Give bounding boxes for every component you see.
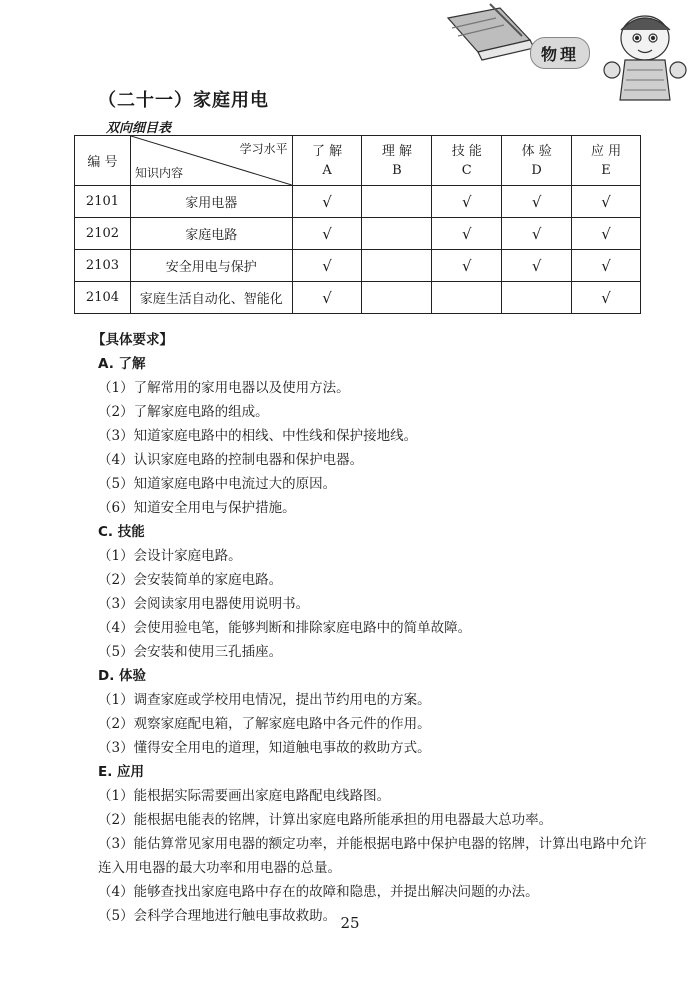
requirement-item: （1）了解常用的家用电器以及使用方法。 bbox=[98, 380, 350, 396]
requirement-item: （5）知道家庭电路中电流过大的原因。 bbox=[98, 476, 337, 492]
col-header-level-e: 应 用 E bbox=[572, 136, 641, 186]
requirement-item: （3）知道家庭电路中的相线、中性线和保护接地线。 bbox=[98, 428, 418, 444]
requirement-item: （3）懂得安全用电的道理，知道触电事故的救助方式。 bbox=[98, 740, 431, 756]
check-mark bbox=[362, 282, 432, 314]
requirement-item: （3）能估算常见家用电器的额定功率，并能根据电路中保护电器的铭牌，计算出电路中允许连入用电器的最大功率和用电器的总量。 bbox=[98, 836, 647, 876]
check-mark bbox=[362, 186, 432, 218]
requirement-item: （4）能够查找出家庭电路中存在的故障和隐患，并提出解决问题的办法。 bbox=[98, 884, 539, 900]
requirement-item: （5）会安装和使用三孔插座。 bbox=[98, 644, 283, 660]
requirement-item: （3）会阅读家用电器使用说明书。 bbox=[98, 596, 310, 612]
row-id: 2103 bbox=[75, 250, 131, 282]
check-mark bbox=[362, 250, 432, 282]
check-mark: √ bbox=[572, 282, 641, 314]
requirements-heading: 【具体要求】 bbox=[92, 332, 173, 348]
mascot-illustration bbox=[604, 16, 686, 100]
requirement-item: （2）观察家庭配电箱，了解家庭电路中各元件的作用。 bbox=[98, 716, 431, 732]
requirement-item: （4）认识家庭电路的控制电器和保护电器。 bbox=[98, 452, 364, 468]
table-row bbox=[75, 282, 641, 314]
row-id: 2104 bbox=[75, 282, 131, 314]
row-content: 家用电器 bbox=[130, 186, 292, 218]
check-mark: √ bbox=[432, 186, 502, 218]
requirement-item: （6）知道安全用电与保护措施。 bbox=[98, 500, 296, 516]
check-mark: √ bbox=[572, 250, 641, 282]
check-mark: √ bbox=[572, 186, 641, 218]
table-header-row bbox=[75, 136, 641, 186]
check-mark: √ bbox=[502, 218, 572, 250]
requirements-section bbox=[92, 328, 652, 928]
check-mark: √ bbox=[432, 250, 502, 282]
check-mark: √ bbox=[292, 218, 362, 250]
table-title: 双向细目表 bbox=[106, 121, 172, 136]
col-header-number: 编 号 bbox=[75, 136, 131, 186]
requirement-item: （1）会设计家庭电路。 bbox=[98, 548, 242, 564]
row-id: 2101 bbox=[75, 186, 131, 218]
section-title-understand: A. 了解 bbox=[98, 356, 146, 372]
requirement-item: （1）能根据实际需要画出家庭电路配电线路图。 bbox=[98, 788, 391, 804]
diag-label-content: 知识内容 bbox=[134, 166, 183, 180]
table-row bbox=[75, 186, 641, 218]
book-illustration bbox=[448, 4, 534, 60]
requirement-item: （5）会科学合理地进行触电事故救助。 bbox=[98, 908, 337, 924]
check-mark: √ bbox=[502, 186, 572, 218]
chapter-title: （二十一）家庭用电 bbox=[98, 90, 269, 111]
row-content: 安全用电与保护 bbox=[130, 250, 292, 282]
requirement-item: （1）调查家庭或学校用电情况，提出节约用电的方案。 bbox=[98, 692, 431, 708]
row-content: 家庭电路 bbox=[130, 218, 292, 250]
check-mark bbox=[362, 218, 432, 250]
section-title-experience: D. 体验 bbox=[98, 668, 147, 684]
section-title-application: E. 应用 bbox=[98, 764, 145, 780]
specification-table bbox=[74, 135, 641, 314]
diag-label-level: 学习水平 bbox=[239, 142, 288, 156]
page-number: 25 bbox=[340, 914, 360, 932]
requirement-item: （2）能根据电能表的铭牌，计算出家庭电路所能承担的用电器最大总功率。 bbox=[98, 812, 553, 828]
row-id: 2102 bbox=[75, 218, 131, 250]
section-title-skill: C. 技能 bbox=[98, 524, 145, 540]
check-mark: √ bbox=[292, 250, 362, 282]
requirement-item: （2）了解家庭电路的组成。 bbox=[98, 404, 269, 420]
col-header-level-a: 了 解 A bbox=[292, 136, 362, 186]
diagonal-header-cell bbox=[130, 136, 292, 186]
check-mark: √ bbox=[502, 250, 572, 282]
col-header-level-c: 技 能 C bbox=[432, 136, 502, 186]
row-content: 家庭生活自动化、智能化 bbox=[130, 282, 292, 314]
check-mark: √ bbox=[292, 282, 362, 314]
requirement-item: （2）会安装简单的家庭电路。 bbox=[98, 572, 283, 588]
check-mark bbox=[432, 282, 502, 314]
table-row bbox=[75, 218, 641, 250]
col-header-level-d: 体 验 D bbox=[502, 136, 572, 186]
check-mark: √ bbox=[292, 186, 362, 218]
check-mark: √ bbox=[432, 218, 502, 250]
requirement-item: （4）会使用验电笔，能够判断和排除家庭电路中的简单故障。 bbox=[98, 620, 472, 636]
table-row bbox=[75, 250, 641, 282]
col-header-level-b: 理 解 B bbox=[362, 136, 432, 186]
check-mark: √ bbox=[572, 218, 641, 250]
check-mark bbox=[502, 282, 572, 314]
subject-badge: 物理 bbox=[530, 37, 590, 69]
